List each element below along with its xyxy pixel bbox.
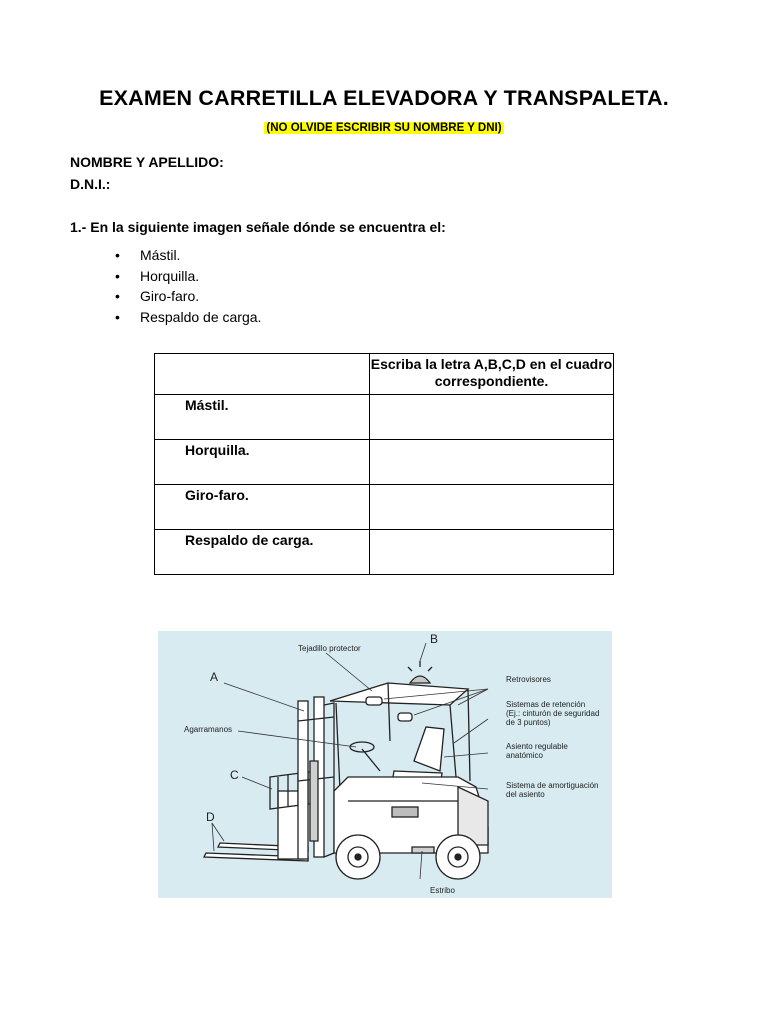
mast-rear <box>324 703 334 857</box>
letter-a: A <box>210 670 219 684</box>
list-item: • Mástil. <box>112 245 261 266</box>
table-row <box>155 530 614 575</box>
label-retrovisores: Retrovisores <box>506 675 551 684</box>
label-agarramanos: Agarramanos <box>184 725 233 734</box>
label-amort-2: del asiento <box>506 790 545 799</box>
question-1: 1.- En la siguiente imagen señale dónde se encuentra el: <box>70 219 446 235</box>
highlighted-note: (NO OLVIDE ESCRIBIR SU NOMBRE Y DNI) <box>266 122 502 134</box>
label-tejadillo: Tejadillo protector <box>298 644 361 653</box>
name-label: NOMBRE Y APELLIDO: <box>70 154 224 170</box>
exam-title: EXAMEN CARRETILLA ELEVADORA Y TRANSPALETA. <box>99 86 669 110</box>
mirror-left <box>366 697 382 705</box>
label-sistemas-1: Sistemas de retención <box>506 700 586 709</box>
dni-label: D.N.I.: <box>70 176 111 192</box>
label-amort-1: Sistema de amortiguación <box>506 781 599 790</box>
answer-cell[interactable] <box>370 530 614 575</box>
answer-cell[interactable] <box>370 395 614 440</box>
forklift-drawing <box>204 661 488 879</box>
list-item: • Giro-faro. <box>112 286 261 307</box>
part-cell: Mástil. <box>155 395 370 440</box>
lift-chain <box>310 761 318 841</box>
step <box>412 847 434 853</box>
header-cell-instructions: Escriba la letra A,B,C,D en el cuadro correspondiente. <box>370 354 614 395</box>
answer-table <box>154 353 614 575</box>
table-row <box>155 440 614 485</box>
list-item: • Respaldo de carga. <box>112 307 261 328</box>
letter-d: D <box>206 810 215 824</box>
table-header-row <box>155 354 614 395</box>
seat-back <box>414 727 444 771</box>
letter-b: B <box>430 632 439 646</box>
label-estribo: Estribo <box>430 886 455 895</box>
label-asiento-1: Asiento regulable <box>506 742 568 751</box>
header-cell-empty <box>155 354 370 395</box>
part-cell: Horquilla. <box>155 440 370 485</box>
label-asiento-2: anatómico <box>506 751 543 760</box>
label-sistemas-2: (Ej.: cinturón de seguridad <box>506 709 600 718</box>
part-cell: Respaldo de carga. <box>155 530 370 575</box>
letter-c: C <box>230 768 239 782</box>
overhead-guard <box>330 683 468 705</box>
answer-cell[interactable] <box>370 440 614 485</box>
table-row <box>155 485 614 530</box>
note-wrapper <box>0 118 768 136</box>
forklift-figure <box>158 631 612 898</box>
forklift-illustration <box>158 631 612 898</box>
mirror-right <box>398 713 412 721</box>
label-sistemas-3: de 3 puntos) <box>506 718 551 727</box>
part-cell: Giro-faro. <box>155 485 370 530</box>
answer-cell[interactable] <box>370 485 614 530</box>
list-item: • Horquilla. <box>112 266 261 287</box>
table-row <box>155 395 614 440</box>
beacon <box>410 676 430 683</box>
bullet-list <box>112 245 261 327</box>
